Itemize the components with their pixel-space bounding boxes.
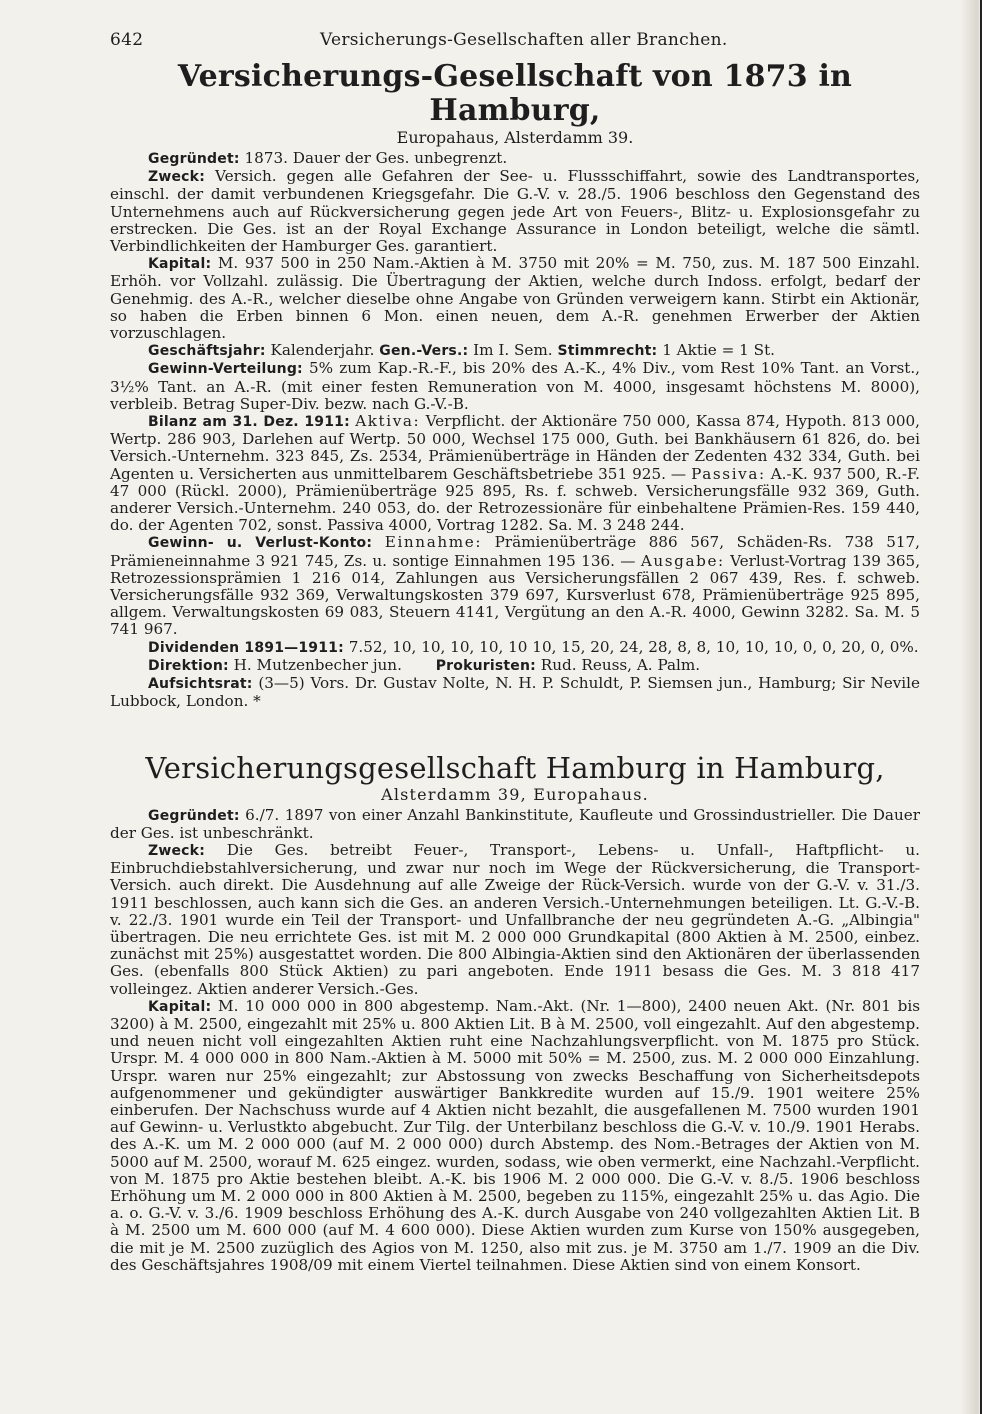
company-title: Versicherungs-Gesellschaft von 1873 in Hamburg, xyxy=(177,59,853,128)
founded-paragraph xyxy=(110,150,920,168)
balance-sheet-label: Bilanz am 31. Dez. 1911: xyxy=(148,414,350,431)
dividends-label: Dividenden 1891—1911: xyxy=(148,639,344,656)
management-label: Direktion: xyxy=(148,657,229,674)
capital-text: M. 937 500 in 250 Nam.-Aktien à M. 3750 mit 20% = M. 750, zus. M. 187 500 Einzahl. Erhöh. vor Vollzahl. zulässig. Die Übertragung der Aktien, welche durch Indoss. erfolgt, bedarf der Genehmig. des A.-R., welcher dieselbe ohne Angabe von Gründen verweigern kann. Stirbt ein Aktionär, so haben die Erben binnen 6 Mon. einen neuen, dem A.-R. genehmen Erwerber der Aktien vorzuschlagen. xyxy=(110,254,921,343)
capital-paragraph xyxy=(110,998,920,1274)
company-address: Alsterdamm 39, Europahaus. xyxy=(381,784,649,804)
profit-loss-label: Gewinn- u. Verlust-Konto: xyxy=(148,535,373,552)
voting-right-text: 1 Aktie = 1 St. xyxy=(662,341,776,360)
income-label: Einnahme: xyxy=(384,533,483,552)
fiscal-year-paragraph xyxy=(110,342,920,360)
founded-text: 6./7. 1897 von einer Anzahl Bankinstitute, Kaufleute und Grossindustrieller. Die Dauer der Ges. ist unbeschränkt. xyxy=(110,805,921,842)
procurists-label: Prokuristen: xyxy=(435,657,536,674)
founded-text: 1873. Dauer der Ges. unbegrenzt. xyxy=(244,149,508,167)
expense-text: Verlust-Vortrag 139 365, Retrozessionsprämien 1 216 014, Zahlungen aus Versicherungsfällen 2 067 439, Res. f. schweb. Versicherungsfälle 932 369, Verwaltungskosten 379 697, Kursverlust 678, Prämienüberträge 925 895, allgem. Verwaltungskosten 69 083, Steuern 4141, Vergütung an den A.-R. 4000, Gewinn 3282. Sa. M. 5 741 967. xyxy=(110,551,921,639)
founded-paragraph xyxy=(110,807,920,842)
voting-right-label: Stimmrecht: xyxy=(557,343,658,360)
dividends-text: 7.52, 10, 10, 10, 10, 10 10, 15, 20, 24, 28, 8, 8, 10, 10, 10, 0, 0, 20, 0, 0%. xyxy=(348,637,919,656)
profit-distribution-label: Gewinn-Verteilung: xyxy=(148,361,303,378)
expense-label: Ausgabe: xyxy=(640,551,725,570)
profit-loss-paragraph xyxy=(110,534,920,638)
company-address: Europahaus, Alsterdamm 39. xyxy=(396,128,634,147)
running-head-title: Versicherungs-Gesellschaften aller Branchen. xyxy=(320,30,728,50)
assets-label: Aktiva: xyxy=(355,412,421,431)
capital-paragraph xyxy=(110,255,920,342)
income-text: Prämienüberträge 886 567, Schäden-Rs. 738 517, Prämieneinnahme 3 921 745, Zs. u. sontige Einnahmen 195 136. — xyxy=(110,533,921,570)
management-text: H. Mutzenbecher jun. xyxy=(233,655,402,674)
capital-text: M. 10 000 000 in 800 abgestemp. Nam.-Akt. (Nr. 1—800), 2400 neuen Akt. (Nr. 801 bis 3200) à M. 2500, eingezahlt mit 25% u. 800 Aktien Lit. B à M. 2500, voll eingezahlt. Auf den abgestemp. und neuen nicht voll eingezahlten Aktien ruht eine Nachzahlungsverpflicht. von M. 1875 pro Stück. Urspr. M. 4 000 000 in 800 Nam.-Aktien à M. 5000 mit 50% = M. 2500, zus. M. 2 000 000 Einzahlung. Urspr. waren nur 25% eingezahlt; zur Abstossung von zwecks Beschaffung von Sicherheitsdepots aufgenommener und gekündigter auswärtiger Bankkredite wurden auf 15./9. 1901 weitere 25% einberufen. Der Nachschuss wurde auf 4 Aktien nicht bezahlt, die ausgefallenen M. 7500 wurden 1901 auf Gewinn- u. Verlustkto abgebucht. Zur Tilg. der Unterbilanz beschloss die G.-V. v. 10./9. 1901 Herabs. des A.-K. um M. 2 000 000 (auf M. 2 000 000) durch Abstemp. des Nom.-Betrages der Aktien von M. 5000 auf M. 2500, worauf M. 625 eingez. wurden, sodass, wie oben vermerkt, eine Nachzahl.-Verpflicht. von M. 1875 pro Aktie bestehen bleibt. A.-K. bis 1906 M. 2 000 000. Die G.-V. v. 8./5. 1906 beschloss Erhöhung um M. 2 000 000 in 800 Aktien à M. 2500, begeben zu 115%, eingezahlt 25% u. das Agio. Die a. o. G.-V. v. 3./6. 1909 beschloss Erhöhung des A.-K. durch Ausgabe von 240 vollgezahlten Aktien Lit. B à M. 2500 um M. 600 000 (auf M. 4 600 000). Diese Aktien wurden zum Kurse von 150% ausgegeben, die mit je M. 2500 zuzüglich des Agios von M. 1250, also mit zus. je M. 3750 am 1./7. 1909 an die Div. des Geschäftsjahres 1908/09 mit einem Viertel teilnahmen. Diese Aktien sind von einem Konsort. xyxy=(110,996,920,1274)
profit-distribution-paragraph xyxy=(110,360,920,413)
general-meeting-label: Gen.-Vers.: xyxy=(379,343,469,360)
liabilities-text: A.-K. 937 500, R.-F. 47 000 (Rückl. 2000), Prämienüberträge 925 895, Rs. f. schweb. Versicherungsfälle 932 369, Guth. anderer Versich.-Unternehm. 240 053, do. der Retrozessionäre für einbehaltene Prämien-Res. 159 440, do. der Agenten 702, sonst. Passiva 4000, Vortrag 1282. Sa. M. 3 248 244. xyxy=(110,464,921,535)
company-entry-hamburg xyxy=(110,751,920,1274)
company-entry-1873 xyxy=(110,60,920,711)
general-meeting-text: Im I. Sem. xyxy=(473,341,553,360)
purpose-paragraph xyxy=(110,168,920,255)
page-content xyxy=(110,26,920,1274)
management-paragraph xyxy=(110,657,920,675)
purpose-label: Zweck: xyxy=(148,842,205,859)
founded-label: Gegründet: xyxy=(148,151,240,167)
supervisory-board-text: (3—5) Vors. Dr. Gustav Nolte, N. H. P. Schuldt, P. Siemsen jun., Hamburg; Sir Nevile Lubbock, London. * xyxy=(110,674,920,711)
purpose-paragraph xyxy=(110,842,920,998)
purpose-label: Zweck: xyxy=(148,169,205,186)
fiscal-year-text: Kalenderjahr. xyxy=(270,341,375,360)
balance-sheet-paragraph xyxy=(110,413,920,534)
supervisory-board-paragraph xyxy=(110,675,920,710)
capital-label: Kapital: xyxy=(148,998,212,1015)
page-number: 642 xyxy=(110,30,144,50)
assets-text: Verpflicht. der Aktionäre 750 000, Kassa 874, Hypoth. 813 000, Wertp. 286 903, Darlehen auf Wertp. 50 000, Wechsel 175 000, Guth. bei Bankhäusern 61 826, do. bei Versich.-Unternehm. 323 845, Zs. 2534, Prämienüberträge in Händen der Zedenten 432 334, Guth. bei Agenten u. Versicherten aus unmittelbarem Geschäftsbetriebe 351 925. — xyxy=(110,412,920,483)
founded-label: Gegründet: xyxy=(148,807,240,824)
procurists-text: Rud. Reuss, A. Palm. xyxy=(540,655,701,674)
liabilities-label: Passiva: xyxy=(691,464,766,483)
page-binding-edge xyxy=(960,0,1000,1414)
fiscal-year-label: Geschäftsjahr: xyxy=(148,343,266,360)
company-title: Versicherungsgesellschaft Hamburg in Hamburg, xyxy=(145,750,885,785)
running-head xyxy=(110,26,920,60)
supervisory-board-label: Aufsichtsrat: xyxy=(148,676,253,693)
purpose-text: Versich. gegen alle Gefahren der See- u. Flussschiffahrt, sowie des Landtransportes, einschl. der damit verbundenen Kriegsgefahr. Die G.-V. v. 28./5. 1906 beschloss den Gegenstand des Unternehmens auch auf Rückversicherung gegen jede Art von Feuers-, Blitz- u. Explosionsgefahr zu erstrecken. Die Ges. ist an der Royal Exchange Assurance in London beteiligt, welche die sämtl. Verbindlichkeiten der Hamburger Ges. garantiert. xyxy=(110,167,920,256)
purpose-text: Die Ges. betreibt Feuer-, Transport-, Lebens- u. Unfall-, Haftpflicht- u. Einbruchdiebstahlversicherung, und zwar nur noch im Wege der Rückversicherung, die Transport-Versich. auch direkt. Die Ausdehnung auf alle Zweige der Rück-Versich. wurde von der G.-V. v. 31./3. 1911 beschlossen, auch kann sich die Ges. an anderen Versich.-Unternehmungen beteiligen. Lt. G.-V.-B. v. 22./3. 1901 wurde ein Teil der Transport- und Unfallbranche der neu gegründeten A.-G. „Albingia" übertragen. Die neu errichtete Ges. ist mit M. 2 000 000 Grundkapital (800 Aktien à M. 2500, einbez. zunächst mit 25%) ausgestattet worden. Die 800 Albingia-Aktien sind den Aktionären der überlassenden Ges. (ebenfalls 800 Stück Aktien) zu pari angeboten. Ende 1911 besass die Ges. M. 3 818 417 volleingez. Aktien anderer Versich.-Ges. xyxy=(110,840,921,998)
capital-label: Kapital: xyxy=(148,256,212,273)
dividends-paragraph xyxy=(110,639,920,657)
profit-distribution-text: 5% zum Kap.-R.-F., bis 20% des A.-K., 4% Div., vom Rest 10% Tant. an Vorst., 3½% Tant. an A.-R. (mit einer festen Remuneration von M. 4000, insgesamt höchstens M. 8000), verbleib. Betrag Super-Div. bezw. nach G.-V.-B. xyxy=(110,359,921,413)
